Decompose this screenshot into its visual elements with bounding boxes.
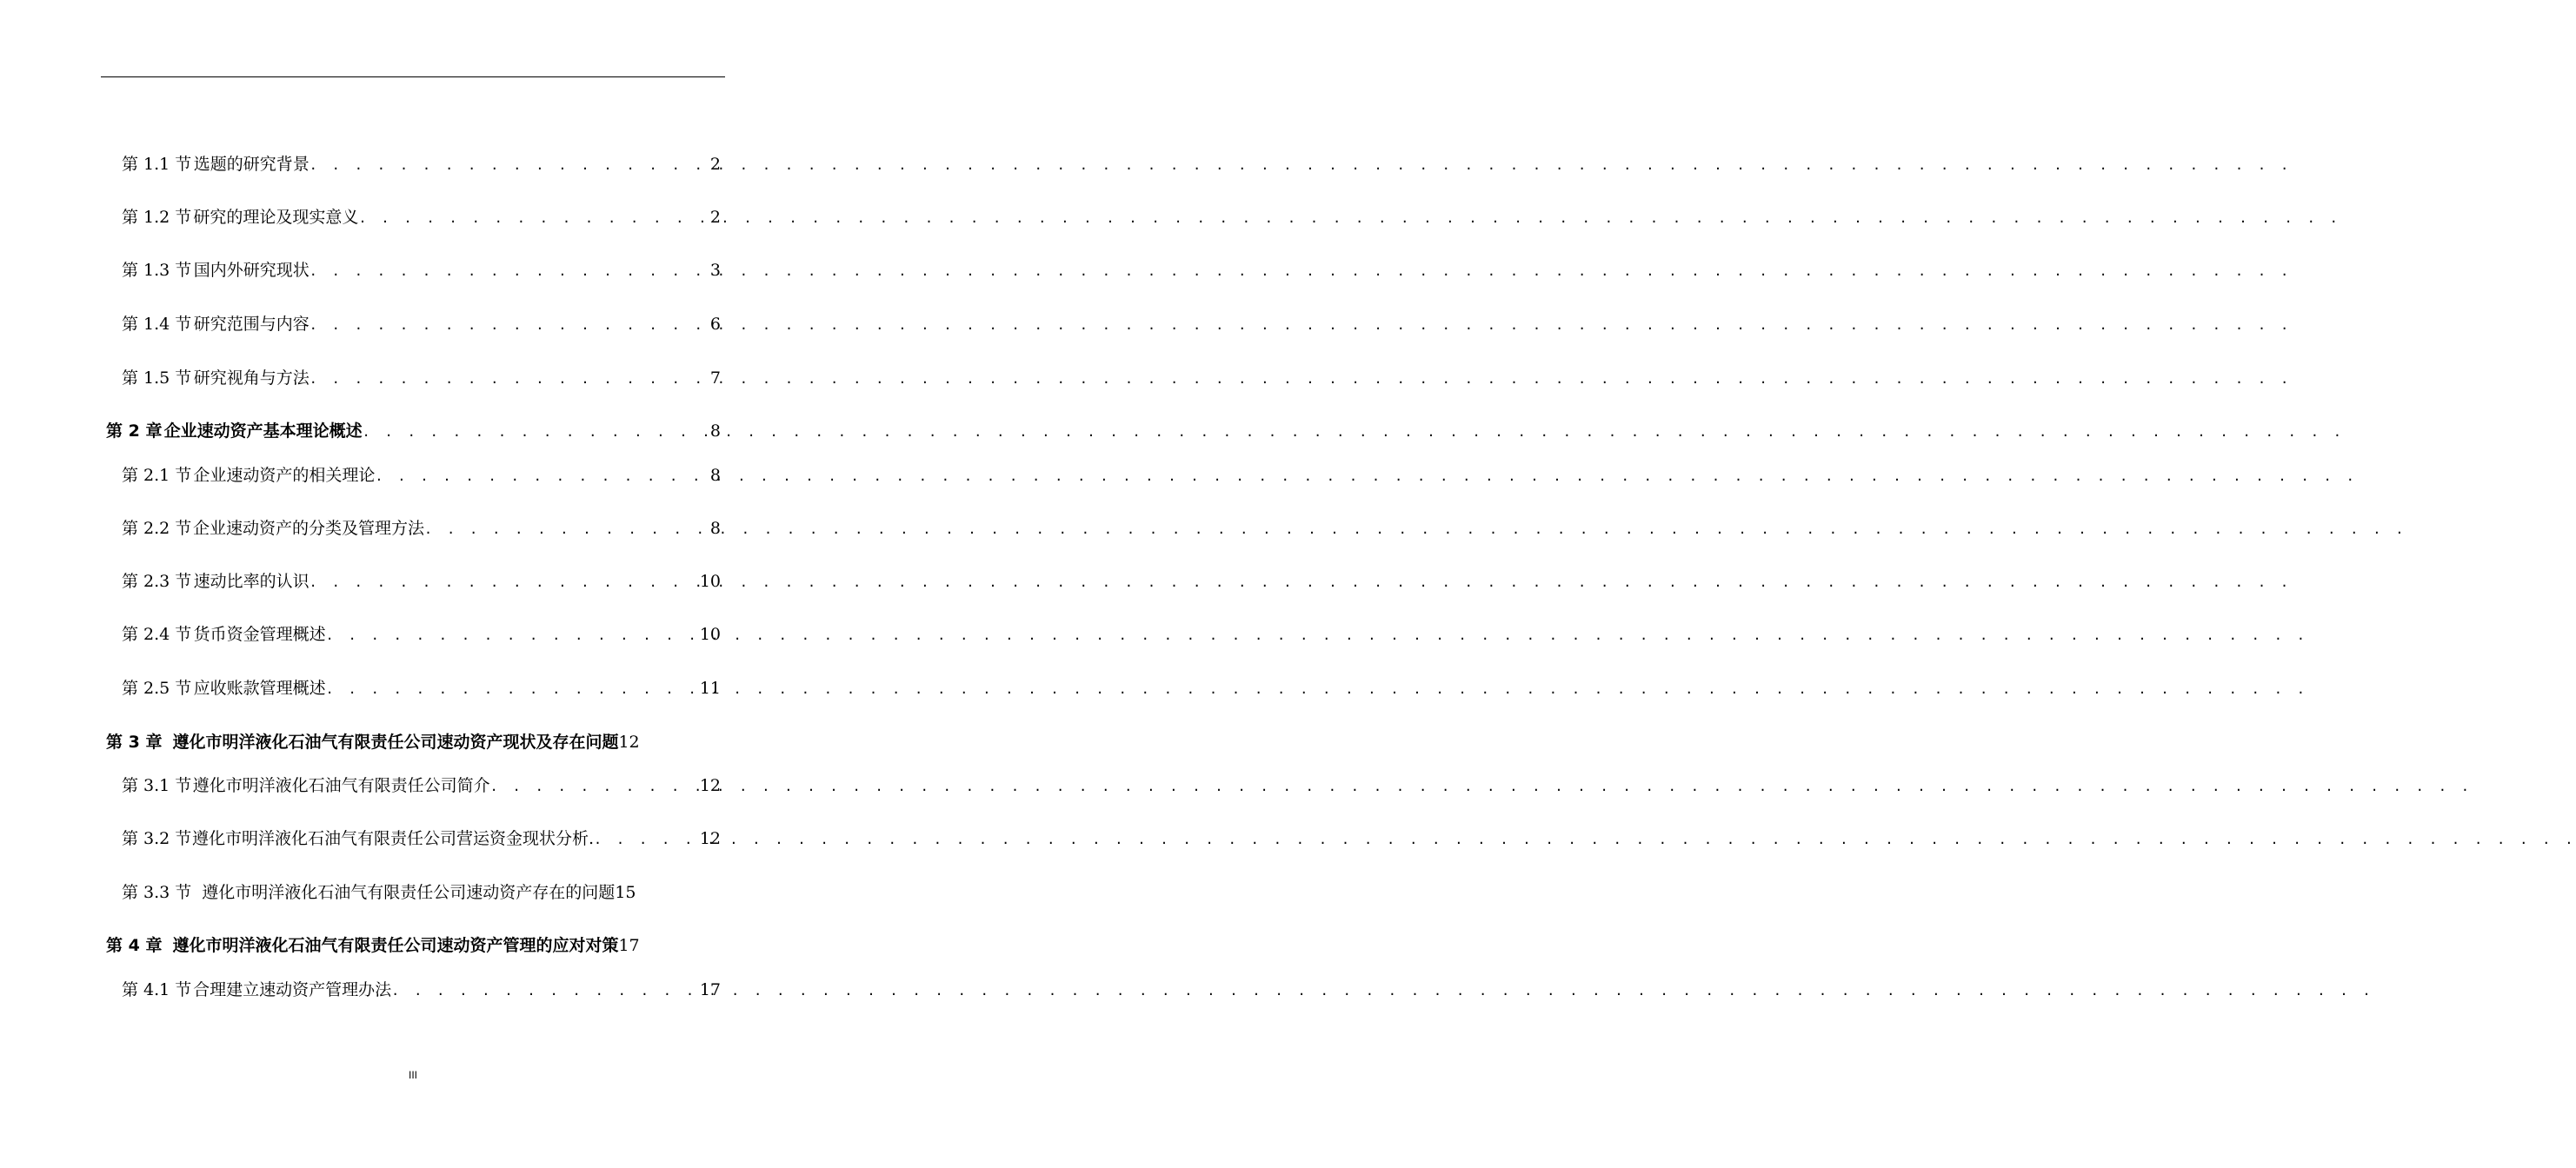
toc-entry-page: 8 xyxy=(709,421,721,441)
toc-entry-page: 10 xyxy=(699,572,721,591)
toc-entry-number: 第 4 章 xyxy=(106,936,163,955)
toc-entry-title: 研究范围与内容 xyxy=(193,315,310,334)
toc-entry-page: 12 xyxy=(618,733,640,752)
toc-entry-number: 第 1.1 节 xyxy=(122,155,192,174)
toc-dot-leader xyxy=(490,779,700,794)
toc-entry-number: 第 3 章 xyxy=(106,733,163,752)
toc-dot-leader xyxy=(594,832,700,847)
page-number: III xyxy=(408,1069,417,1081)
toc-entry-page: 11 xyxy=(699,679,721,698)
toc-entry-title: 研究的理论及现实意义 xyxy=(193,208,359,227)
toc-entry-number: 第 2.4 节 xyxy=(122,625,192,644)
toc-entry-title: 合理建立速动资产管理办法 xyxy=(193,980,392,999)
toc-entry-number: 第 2 章 xyxy=(106,421,163,441)
toc-entry-number: 第 1.3 节 xyxy=(122,261,192,280)
toc-dot-leader xyxy=(310,317,710,333)
toc-entry-number: 第 2.5 节 xyxy=(122,679,192,698)
toc-dot-leader xyxy=(310,263,710,279)
toc-entry-title: 速动比率的认识 xyxy=(193,572,310,591)
toc-entry-page: 10 xyxy=(699,625,721,644)
toc-entry-number: 第 3.2 节 xyxy=(122,829,192,848)
toc-dot-leader xyxy=(375,468,710,484)
toc-entry-title: 遵化市明洋液化石油气有限责任公司速动资产存在的问题 xyxy=(202,883,616,902)
toc-dot-leader xyxy=(391,983,700,999)
toc-entry-title: 遵化市明洋液化石油气有限责任公司营运资金现状分析. xyxy=(191,829,594,848)
toc-dot-leader xyxy=(310,371,710,387)
toc-entry-number: 第 2.2 节 xyxy=(122,519,192,538)
toc-entry-page: 17 xyxy=(699,980,721,999)
header-rule xyxy=(101,76,725,77)
toc-entry[interactable] xyxy=(122,204,721,228)
toc-entry-title: 企业速动资产的分类及管理方法 xyxy=(193,519,425,538)
toc-entry-page: 12 xyxy=(699,829,721,848)
document-page xyxy=(0,0,826,1168)
toc-entry[interactable] xyxy=(122,675,721,699)
toc-entry-page: 12 xyxy=(699,776,721,795)
toc-entry[interactable] xyxy=(122,151,721,175)
toc-entry-number: 第 2.3 节 xyxy=(122,572,192,591)
toc-entry-page: 15 xyxy=(615,883,636,902)
toc-entry[interactable] xyxy=(122,826,721,849)
toc-entry-page: 17 xyxy=(618,936,640,955)
toc-dot-leader xyxy=(326,627,700,643)
toc-dot-leader xyxy=(363,424,710,440)
toc-entry-title: 遵化市明洋液化石油气有限责任公司速动资产管理的应对对策 xyxy=(172,936,619,955)
toc-dot-leader xyxy=(310,157,710,173)
toc-entry[interactable] xyxy=(122,773,721,796)
toc-dot-leader xyxy=(424,521,710,537)
toc-entry-title: 货币资金管理概述 xyxy=(193,625,326,644)
toc-entry-title: 应收账款管理概述 xyxy=(193,679,326,698)
toc-entry-title: 选题的研究背景 xyxy=(193,155,310,174)
toc-entry-title: 遵化市明洋液化石油气有限责任公司简介 xyxy=(192,776,490,795)
toc-entry-number: 第 1.2 节 xyxy=(122,208,192,227)
toc-entry[interactable] xyxy=(122,879,721,903)
toc-dot-leader xyxy=(326,681,700,697)
toc-entry-title: 遵化市明洋液化石油气有限责任公司速动资产现状及存在问题 xyxy=(172,733,619,752)
toc-entry-title: 研究视角与方法 xyxy=(193,368,310,388)
toc-entry-number: 第 3.3 节 xyxy=(122,883,192,902)
toc-entry-page: 2 xyxy=(709,155,721,174)
toc-entry[interactable] xyxy=(122,311,721,335)
toc-entry-number: 第 1.4 节 xyxy=(122,315,192,334)
toc-entry[interactable] xyxy=(122,257,721,281)
toc-entry-page: 8 xyxy=(709,519,721,538)
toc-entry-title: 企业速动资产基本理论概述 xyxy=(163,421,363,441)
toc-entry[interactable] xyxy=(122,568,721,592)
toc-entry[interactable] xyxy=(122,462,721,486)
toc-entry-title: 企业速动资产的相关理论 xyxy=(193,466,376,485)
toc-entry-page: 3 xyxy=(709,261,721,280)
toc-entry-page: 2 xyxy=(709,208,721,227)
toc-entry-title: 国内外研究现状 xyxy=(193,261,310,280)
toc-chapter-entry[interactable] xyxy=(106,418,721,441)
toc-entry[interactable] xyxy=(122,977,721,1000)
toc-entry-page: 6 xyxy=(709,315,721,334)
toc-entry[interactable] xyxy=(122,621,721,645)
toc-entry-number: 第 2.1 节 xyxy=(122,466,192,485)
toc-entry-number: 第 3.1 节 xyxy=(122,776,192,795)
toc-entry-page: 8 xyxy=(709,466,721,485)
toc-chapter-entry[interactable] xyxy=(106,729,721,753)
toc-dot-leader xyxy=(358,210,709,226)
toc-entry[interactable] xyxy=(122,515,721,539)
toc-dot-leader xyxy=(310,574,700,590)
toc-entry-number: 第 4.1 节 xyxy=(122,980,192,999)
toc-entry-number: 第 1.5 节 xyxy=(122,368,192,388)
toc-entry[interactable] xyxy=(122,365,721,388)
toc-entry-page: 7 xyxy=(709,368,721,388)
toc-chapter-entry[interactable] xyxy=(106,932,721,956)
